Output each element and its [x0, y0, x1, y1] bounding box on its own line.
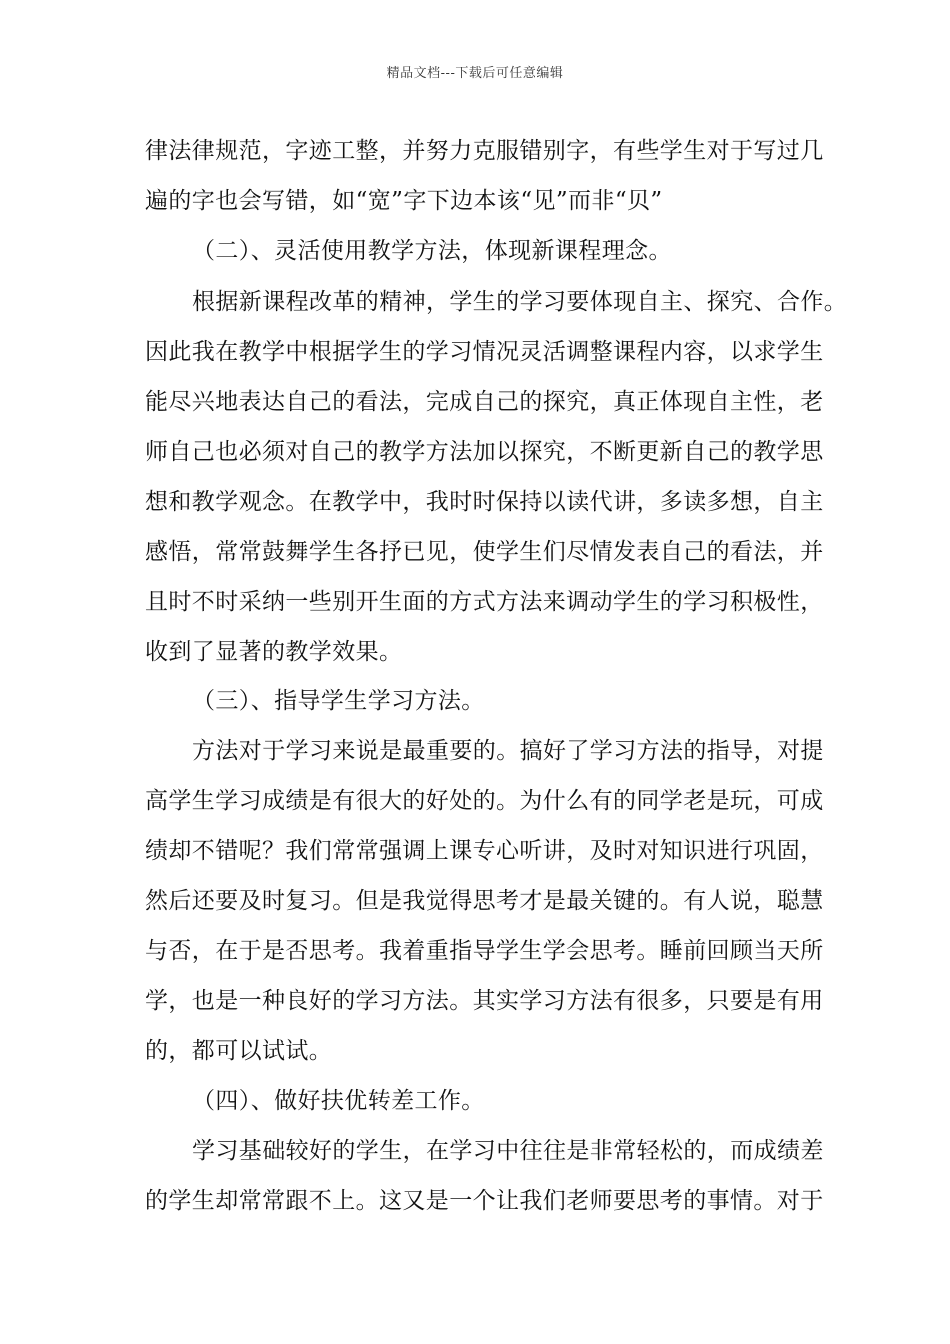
text-line: 与否，在于是否思考。我着重指导学生学会思考。睡前回顾当天所: [145, 938, 824, 964]
text-line: 学习基础较好的学生，在学习中往往是非常轻松的，而成绩差: [192, 1138, 824, 1164]
section-heading: （二）、灵活使用教学方法，体现新课程理念。: [192, 238, 672, 264]
text-line: 的学生却常常跟不上。这又是一个让我们老师要思考的事情。对于: [145, 1188, 824, 1214]
text-line: 遍的字也会写错，如“宽”字下边本该“见”而非“贝”: [145, 188, 663, 214]
text-line: 然后还要及时复习。但是我觉得思考才是最关键的。有人说，聪慧: [145, 888, 824, 914]
text-line: 学，也是一种良好的学习方法。其实学习方法有很多，只要是有用: [145, 988, 824, 1014]
text-line: 根据新课程改革的精神，学生的学习要体现自主、探究、合作。: [192, 289, 848, 315]
text-line: 且时不时采纳一些别开生面的方式方法来调动学生的学习积极性，: [145, 589, 824, 615]
text-line: 感悟，常常鼓舞学生各抒已见，使学生们尽情发表自己的看法，并: [145, 539, 824, 565]
text-line: 师自己也必须对自己的教学方法加以探究，不断更新自己的教学思: [145, 439, 824, 465]
text-line: 能尽兴地表达自己的看法，完成自己的探究，真正体现自主性，老: [145, 389, 824, 415]
section-heading: （四）、做好扶优转差工作。: [192, 1088, 485, 1114]
page-header: 精品文档---下载后可任意编辑: [386, 66, 564, 81]
section-heading: （三）、指导学生学习方法。: [192, 688, 485, 714]
text-line: 高学生学习成绩是有很大的好处的。为什么有的同学老是玩，可成: [145, 788, 824, 814]
text-line: 因此我在教学中根据学生的学习情况灵活调整课程内容，以求学生: [145, 339, 824, 365]
text-line: 收到了显著的教学效果。: [145, 639, 403, 665]
text-line: 绩却不错呢？我们常常强调上课专心听讲，及时对知识进行巩固，: [145, 838, 824, 864]
text-line: 律法律规范，字迹工整，并努力克服错别字，有些学生对于写过几: [145, 138, 824, 164]
text-line: 方法对于学习来说是最重要的。搞好了学习方法的指导，对提: [192, 738, 824, 764]
text-line: 想和教学观念。在教学中，我时时保持以读代讲，多读多想，自主: [145, 489, 824, 515]
text-line: 的，都可以试试。: [145, 1038, 333, 1064]
